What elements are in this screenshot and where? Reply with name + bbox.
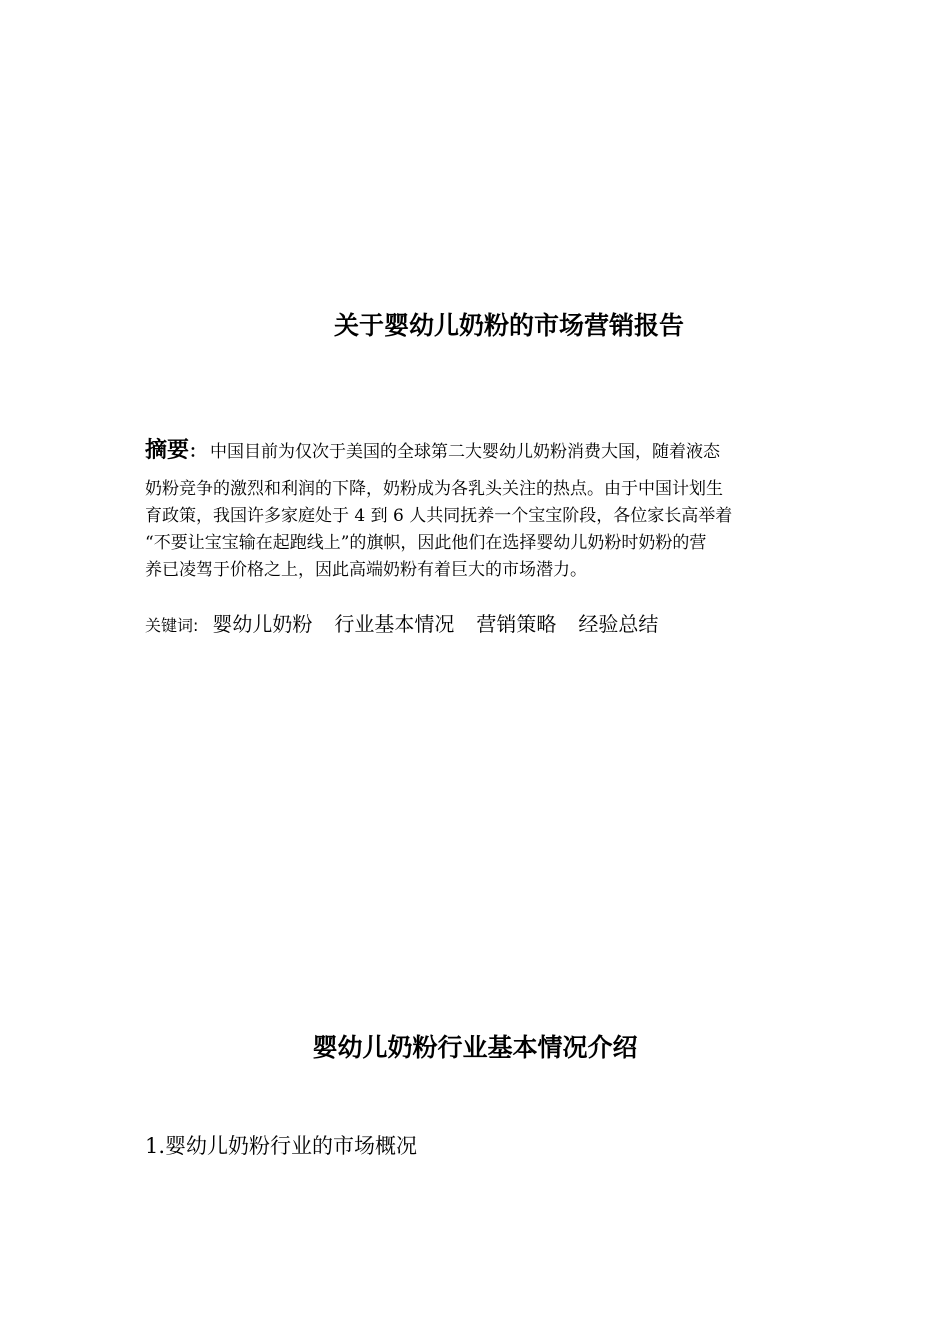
abstract-text-line: 中国目前为仅次于美国的全球第二大婴幼儿奶粉消费大国，随着液态 bbox=[210, 442, 721, 462]
subsection-heading: 1.婴幼儿奶粉行业的市场概况 bbox=[145, 1134, 418, 1158]
abstract-text-line: 奶粉竞争的激烈和利润的下降，奶粉成为各乳头关注的热点。由于中国计划生 bbox=[145, 479, 723, 499]
section-heading: 婴幼儿奶粉行业基本情况介绍 bbox=[312, 1033, 638, 1062]
abstract-text-line: “不要让宝宝输在起跑线上”的旗帜，因此他们在选择婴幼儿奶粉时奶粉的营 bbox=[145, 533, 707, 553]
abstract-section bbox=[145, 432, 810, 584]
keyword-item: 营销策略 bbox=[476, 612, 557, 636]
keyword-item: 行业基本情况 bbox=[334, 612, 455, 636]
abstract-line-1 bbox=[145, 432, 810, 470]
abstract-text-line: 育政策，我国许多家庭处于 4 到 6 人共同抚养一个宝宝阶段，各位家长高举着 bbox=[145, 506, 733, 526]
abstract-colon: ： bbox=[189, 442, 207, 462]
abstract-label: 摘要 bbox=[145, 438, 190, 463]
keyword-item: 婴幼儿奶粉 bbox=[212, 612, 313, 636]
keyword-item: 经验总结 bbox=[578, 612, 659, 636]
keywords-row bbox=[145, 606, 680, 642]
document-title: 关于婴幼儿奶粉的市场营销报告 bbox=[333, 311, 684, 340]
keywords-label: 关键词: bbox=[145, 616, 199, 635]
abstract-text-line: 养已凌驾于价格之上，因此高端奶粉有着巨大的市场潜力。 bbox=[145, 560, 587, 580]
